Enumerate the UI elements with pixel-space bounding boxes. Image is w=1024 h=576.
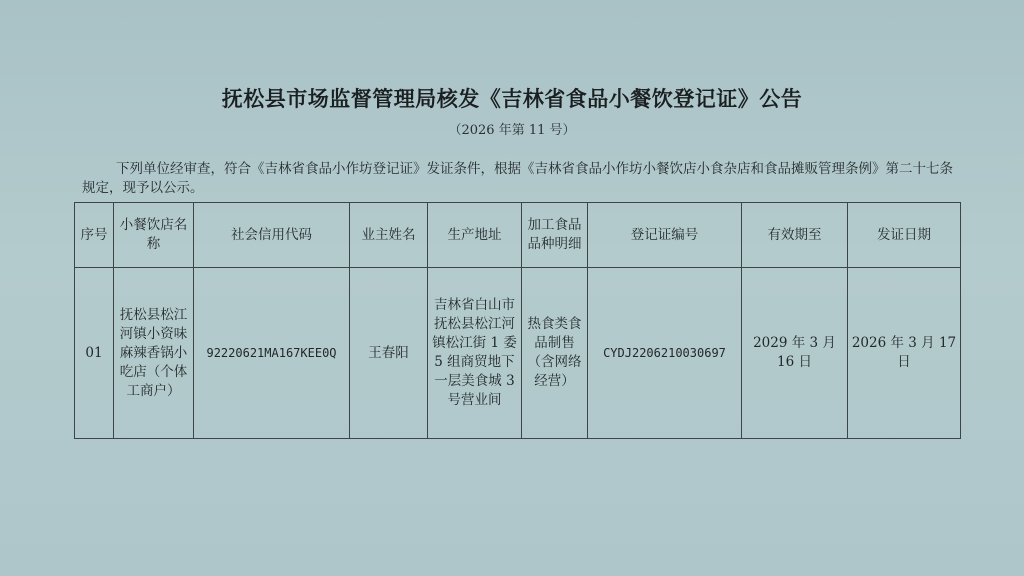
notice-intro: 下列单位经审查，符合《吉林省食品小作坊登记证》发证条件，根据《吉林省食品小作坊小餐饮店小食杂店和食品摊贩管理条例》第二十七条规定，现予以公示。 — [82, 161, 953, 196]
header-food-items: 加工食品品种明细 — [522, 203, 588, 268]
header-credit-code: 社会信用代码 — [194, 203, 350, 268]
notice-title: 抚松县市场监督管理局核发《吉林省食品小餐饮登记证》公告 — [221, 86, 803, 111]
cell-issue-date: 2026 年 3 月 17 日 — [848, 268, 961, 439]
header-cert-no: 登记证编号 — [588, 203, 742, 268]
header-address: 生产地址 — [428, 203, 522, 268]
cell-seq: 01 — [75, 268, 114, 439]
cell-food-items: 热食类食品制售（含网络经营） — [522, 268, 588, 439]
cell-name: 抚松县松江河镇小资味麻辣香锅小吃店（个体工商户） — [114, 268, 194, 439]
header-issue-date: 发证日期 — [848, 203, 961, 268]
cell-valid-until: 2029 年 3 月 16 日 — [742, 268, 848, 439]
header-valid-until: 有效期至 — [742, 203, 848, 268]
cell-owner: 王春阳 — [350, 268, 428, 439]
table-row — [75, 268, 961, 439]
notice-issue-number: （2026 年第 11 号） — [448, 123, 576, 138]
cell-cert-no: CYDJ2206210030697 — [588, 268, 742, 439]
registration-table — [74, 202, 961, 439]
header-seq: 序号 — [75, 203, 114, 268]
table-header-row — [75, 203, 961, 268]
cell-address: 吉林省白山市抚松县松江河镇松江街 1 委 5 组商贸地下一层美食城 3 号营业间 — [428, 268, 522, 439]
header-owner: 业主姓名 — [350, 203, 428, 268]
cell-credit-code: 92220621MA167KEE0Q — [194, 268, 350, 439]
header-name: 小餐饮店名称 — [114, 203, 194, 268]
